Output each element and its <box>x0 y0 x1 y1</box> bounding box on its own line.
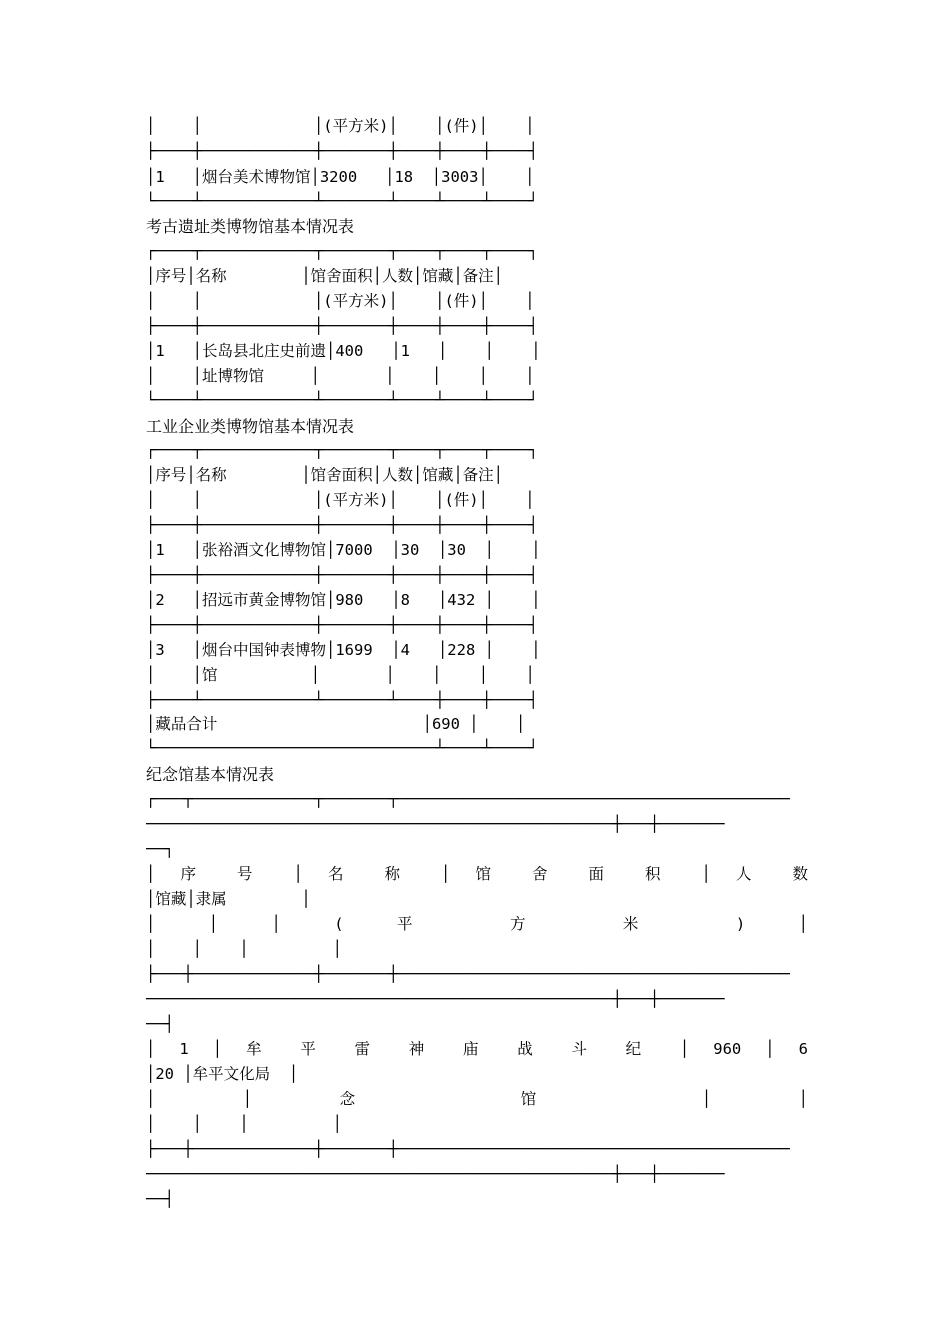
table-3-line: ├────┼────────────┼───────┼────┼────┼────┤ <box>146 616 538 634</box>
table-4-line: ──────────────────────────────────────────────────┼───┼─────── <box>146 990 725 1008</box>
table-4-line: ──────────────────────────────────────────────────┼───┼─────── <box>146 815 725 833</box>
table-4-line: │ │ │ ( 平 方 米 ) │ <box>146 915 808 933</box>
table-4-line: ──┤ <box>146 1190 174 1208</box>
table-4-line: │ 1 │ 牟 平 雷 神 庙 战 斗 纪 │ 960 │ 6 <box>146 1040 808 1058</box>
table-4-line: ├───┼─────────────┼───────┼────────────────────────────────────────── <box>146 965 790 983</box>
section-title-archaeology: 考古遗址类博物馆基本情况表 <box>146 217 355 236</box>
table-1-line: │1 │烟台美术博物馆│3200 │18 │3003│ │ <box>146 168 535 186</box>
table-2-line: ┌────┬────────────┬───────┬────┬────┬────┐ <box>146 242 538 260</box>
table-2-line: │序号│名称 │馆舍面积│人数│馆藏│备注│ <box>146 267 503 285</box>
table-4-line: │ │ │ │ <box>146 1115 342 1133</box>
table-3-line: ├────┴────────────┴───────┴────┼────┼────┤ <box>146 691 538 709</box>
table-4-line: ┌───┬─────────────┬───────┬────────────────────────────────────────── <box>146 790 790 808</box>
table-3-line: │1 │张裕酒文化博物馆│7000 │30 │30 │ │ <box>146 541 541 559</box>
section-title-industry: 工业企业类博物馆基本情况表 <box>146 417 355 436</box>
table-3-line: │藏品合计 │690 │ │ <box>146 715 526 733</box>
table-2-line: │1 │长岛县北庄史前遗│400 │1 │ │ │ <box>146 342 541 360</box>
table-4-line: ──┐ <box>146 840 174 858</box>
table-3-line: │ │ │(平方米)│ │(件)│ │ <box>146 491 535 509</box>
table-4-line: │20 │牟平文化局 │ <box>146 1065 299 1083</box>
table-4-line: │馆藏│隶属 │ <box>146 890 311 908</box>
table-3-line: │2 │招远市黄金博物馆│980 │8 │432 │ │ <box>146 591 541 609</box>
table-2-line: └────┴────────────┴───────┴────┴────┴────┘ <box>146 391 538 409</box>
table-2-line: │ │ │(平方米)│ │(件)│ │ <box>146 292 535 310</box>
table-3-line: │序号│名称 │馆舍面积│人数│馆藏│备注│ <box>146 466 503 484</box>
table-1-line: │ │ │(平方米)│ │(件)│ │ <box>146 117 535 135</box>
table-4-line: ├───┼─────────────┼───────┼────────────────────────────────────────── <box>146 1140 790 1158</box>
table-4-line: ──────────────────────────────────────────────────┼───┼─────── <box>146 1165 725 1183</box>
table-4-line: ──┤ <box>146 1015 174 1033</box>
table-4-line: │ │ │ │ <box>146 940 342 958</box>
section-title-memorial: 纪念馆基本情况表 <box>146 765 275 784</box>
table-1-line: └────┴────────────┴───────┴────┴────┴────┘ <box>146 192 538 210</box>
table-3-line: ├────┼────────────┼───────┼────┼────┼────┤ <box>146 516 538 534</box>
table-1-line: ├────┼────────────┼───────┼────┼────┼────┤ <box>146 142 538 160</box>
table-3-line: └──────────────────────────────┴────┴────┘ <box>146 739 538 757</box>
table-3-line: │ │馆 │ │ │ │ │ <box>146 666 535 684</box>
table-2-line: │ │址博物馆 │ │ │ │ │ <box>146 367 535 385</box>
table-4-line: │ │ 念 馆 │ │ <box>146 1090 808 1108</box>
table-3-line: ┌────┬────────────┬───────┬────┬────┬────┐ <box>146 441 538 459</box>
table-2-line: ├────┼────────────┼───────┼────┼────┼────┤ <box>146 317 538 335</box>
table-3-line: ├────┼────────────┼───────┼────┼────┼────┤ <box>146 566 538 584</box>
table-3-line: │3 │烟台中国钟表博物│1699 │4 │228 │ │ <box>146 641 541 659</box>
table-4-line: │ 序 号 │ 名 称 │ 馆 舍 面 积 │ 人 数 <box>146 865 808 883</box>
